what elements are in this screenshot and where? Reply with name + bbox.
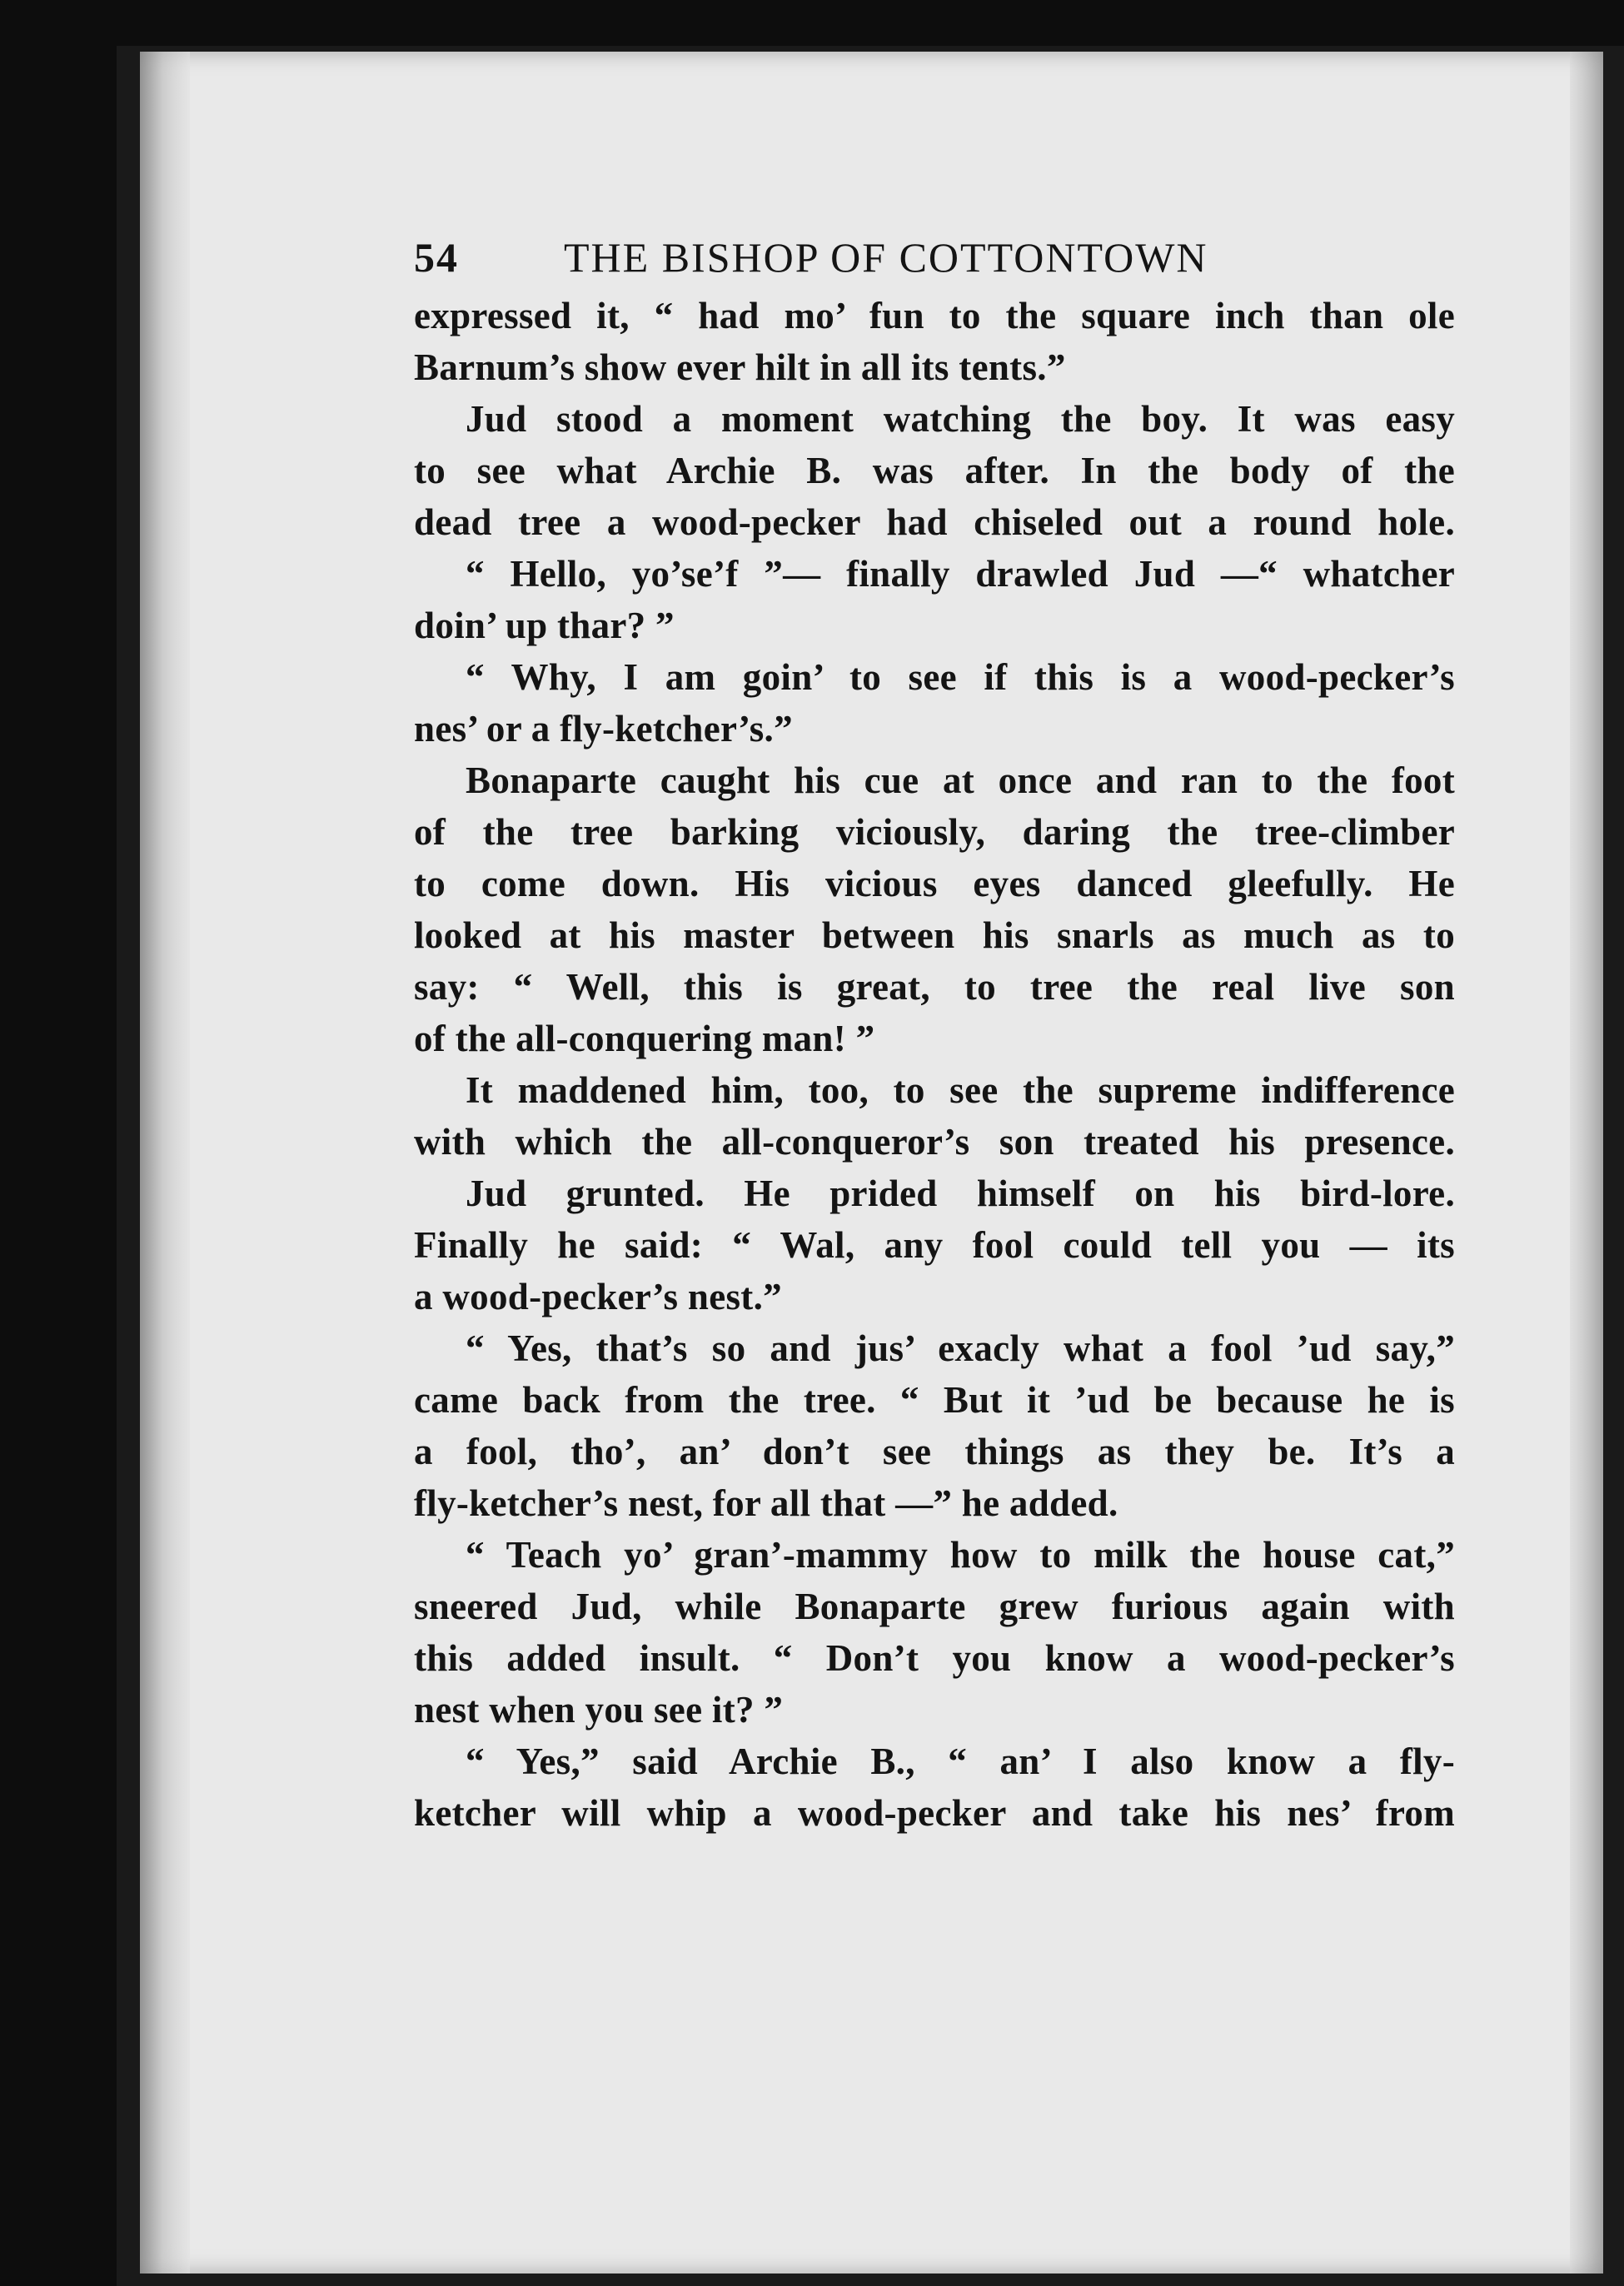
text-line: “ Hello, yo’se’f ”— finally drawled Jud —“ whatcher	[466, 553, 1455, 595]
text-line: “ Why, I am goin’ to see if this is a wood-pecker’s	[466, 656, 1455, 698]
text-line: came back from the tree. “ But it ’ud be because he is	[414, 1379, 1455, 1421]
text-line: to come down. His vicious eyes danced gleefully. He	[414, 863, 1455, 904]
page-edge-shadow	[1570, 52, 1603, 2274]
text-line: looked at his master between his snarls as much as to	[414, 914, 1455, 956]
text-line: say: “ Well, this is great, to tree the real live son	[414, 966, 1455, 1008]
text-line: expressed it, “ had mo’ fun to the square inch than ole	[414, 295, 1455, 336]
text-line: this added insult. “ Don’t you know a wood-pecker’s	[414, 1637, 1455, 1679]
running-head	[414, 233, 1455, 281]
text-line: nes’ or a fly-ketcher’s.”	[414, 708, 793, 750]
running-title: THE BISHOP OF COTTONTOWN	[564, 234, 1208, 281]
text-line: a fool, tho’, an’ don’t see things as they be. It’s a	[414, 1431, 1455, 1472]
text-line: sneered Jud, while Bonaparte grew furious again with	[414, 1586, 1455, 1627]
text-line: ketcher will whip a wood-pecker and take his nes’ from	[414, 1792, 1455, 1834]
text-line: Finally he said: “ Wal, any fool could tell you — its	[414, 1224, 1455, 1266]
text-line: of the tree barking viciously, daring the tree-climber	[414, 811, 1455, 853]
page-text-block	[414, 233, 1455, 1839]
page-number: 54	[414, 234, 459, 281]
text-line: “ Teach yo’ gran’-mammy how to milk the house cat,”	[466, 1534, 1455, 1576]
text-line: a wood-pecker’s nest.”	[414, 1276, 782, 1317]
body-text	[414, 290, 1455, 1839]
text-line: It maddened him, too, to see the supreme indifference	[466, 1069, 1455, 1111]
text-line: doin’ up thar? ”	[414, 605, 675, 646]
text-line: Jud grunted. He prided himself on his bird-lore.	[466, 1173, 1455, 1214]
text-line: Bonaparte caught his cue at once and ran to the foot	[466, 760, 1455, 801]
text-line: fly-ketcher’s nest, for all that —” he added.	[414, 1482, 1118, 1524]
text-line: dead tree a wood-pecker had chiseled out a round hole.	[414, 501, 1455, 543]
text-line: Barnum’s show ever hilt in all its tents.”	[414, 346, 1066, 388]
text-line: Jud stood a moment watching the boy. It was easy	[466, 398, 1455, 440]
text-line: “ Yes, that’s so and jus’ exacly what a fool ’ud say,”	[466, 1327, 1455, 1369]
text-line: nest when you see it? ”	[414, 1689, 784, 1731]
page-gutter-shadow	[140, 52, 190, 2274]
text-line: of the all-conquering man! ”	[414, 1018, 875, 1059]
text-line: to see what Archie B. was after. In the body of the	[414, 450, 1455, 491]
text-line: with which the all-conqueror’s son treated his presence.	[414, 1121, 1455, 1163]
text-line: “ Yes,” said Archie B., “ an’ I also know a fly-	[466, 1741, 1455, 1782]
